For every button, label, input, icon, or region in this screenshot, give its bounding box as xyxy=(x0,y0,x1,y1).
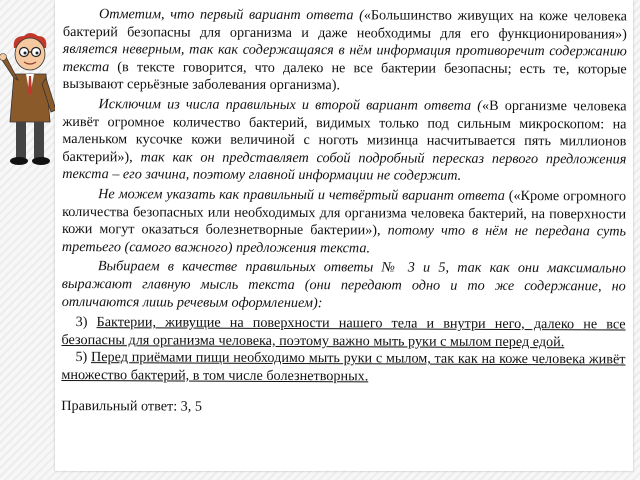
paragraph-2-lead: Исключим из числа правильных и второй вариант ответа ( xyxy=(98,96,483,114)
option-5-text: Перед приёмами пищи необходимо мыть руки с мылом, так как на коже человека живёт множество бактерий, в том числе болезнетворных. xyxy=(61,349,626,385)
option-3-text: Бактерии, живущие на поверхности нашего тела и внутри него, далеко не все безопасны для организма человека, поэтому важно мыть руки с мылом перед едой. xyxy=(61,314,626,350)
paragraph-1-lead: Отметим, что первый вариант ответа ( xyxy=(98,6,364,24)
paragraph-2-quote: «В организме человека живёт огромное количество бактерий, видимых только под сильным микроскопом: на маленьком кусочке кожи величиной с ноготь мизинца насчитывается пять миллионов бактерий»), xyxy=(62,97,627,166)
paragraph-option-4 xyxy=(62,186,626,259)
paragraph-3-quote: («Кроме огромного количества безопасных или необходимых для организма человека бактерий, на поверхности кожи могут оказаться болезнетворные бактерии»), xyxy=(61,187,627,239)
paragraph-2-reason: так как он представляет собой подробный пересказ первого предложения текста – его зачина, поэтому главной информации не содержит. xyxy=(62,149,627,185)
option-3 xyxy=(62,314,626,352)
paragraph-1-quote: «Большинство живущих на коже человека бактерий безопасны для организма и даже необходимы для его функционирования») xyxy=(62,7,627,43)
paragraph-option-2 xyxy=(62,96,626,186)
option-5-number: 5) xyxy=(75,349,88,366)
paragraph-1-note: (в тексте говорится, что далеко не все бактерии безопасны; есть те, которые вызывают серьёзные заболевания организма). xyxy=(62,58,627,94)
option-3-number: 3) xyxy=(75,314,88,331)
option-5 xyxy=(61,349,625,387)
paragraph-3-lead: Не можем указать как правильный и четвёртый вариант ответа xyxy=(98,186,505,204)
paragraph-3-reason: потому что в нём не передана суть третьего (самого важного) предложения текста. xyxy=(61,222,627,257)
professor-mascot-icon xyxy=(0,30,60,170)
paragraph-1-reason: является неверным, так как содержащаяся в нём информация противоречит содержанию текста xyxy=(62,41,627,75)
scanned-page xyxy=(55,0,633,471)
paragraph-choice: Выбираем в качестве правильных ответы № 3 и 5, так как они максимально выражают главную мысль текста (они передают одно и то же содержание, но отличаются лишь речевым оформлением): xyxy=(61,258,626,311)
correct-answer: Правильный ответ: 3, 5 xyxy=(61,398,203,416)
document-text xyxy=(61,6,627,421)
paragraph-option-1 xyxy=(63,6,627,96)
